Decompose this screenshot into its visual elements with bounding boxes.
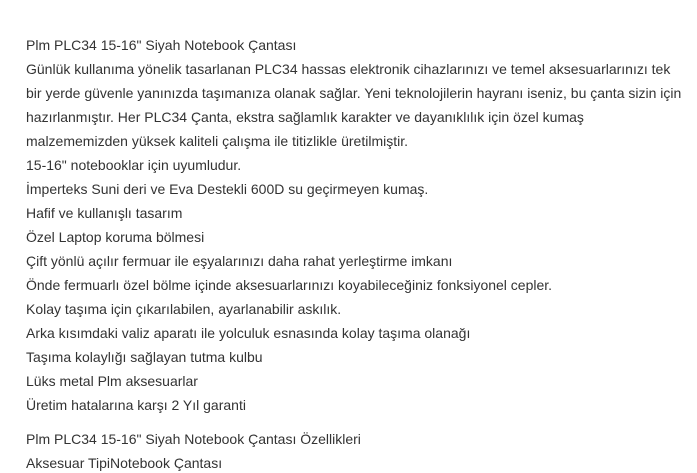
intro-block [26,33,685,153]
feature-item: Taşıma kolaylığı sağlayan tutma kulbu [26,349,263,365]
feature-item: Çift yönlü açılır fermuar ile eşyalarınızı daha rahat yerleştirme imkanı [26,253,453,269]
feature-item: Üretim hatalarına karşı 2 Yıl garanti [26,397,246,413]
feature-item: 15-16" notebooklar için uyumludur. [26,157,242,173]
description-line: bir yerde güvenle yanınızda taşımanıza olanak sağlar. Yeni teknolojilerin hayranı iseniz, bu çanta sizin için [26,85,682,101]
product-title: Plm PLC34 15-16" Siyah Notebook Çantası [26,37,297,53]
section-spacer [26,417,685,427]
feature-item: Özel Laptop koruma bölmesi [26,229,205,245]
feature-item: Lüks metal Plm aksesuarlar [26,373,198,389]
feature-item: Önde fermuarlı özel bölme içinde aksesuarlarınızı koyabileceğiniz fonksiyonel cepler. [26,277,553,293]
specs-block [26,427,685,473]
specs-title: Plm PLC34 15-16" Siyah Notebook Çantası Özellikleri [26,431,361,447]
feature-list [26,153,685,417]
feature-item: İmperteks Suni deri ve Eva Destekli 600D su geçirmeyen kumaş. [26,181,429,197]
description-line: hazırlanmıştır. Her PLC34 Çanta, ekstra sağlamlık karakter ve dayanıklılık için özel kumaş [26,109,584,125]
feature-item: Hafif ve kullanışlı tasarım [26,205,183,221]
description-line: malzememizden yüksek kaliteli çalışma ile titizlikle üretilmiştir. [26,133,408,149]
feature-item: Arka kısımdaki valiz aparatı ile yolculuk esnasında kolay taşıma olanağı [26,325,471,341]
feature-item: Kolay taşıma için çıkarılabilen, ayarlanabilir askılık. [26,301,342,317]
description-line: Günlük kullanıma yönelik tasarlanan PLC34 hassas elektronik cihazlarınızı ve temel aksesuarlarınızı tek [26,61,671,77]
spec-item: Aksesuar TipiNotebook Çantası [26,455,223,471]
